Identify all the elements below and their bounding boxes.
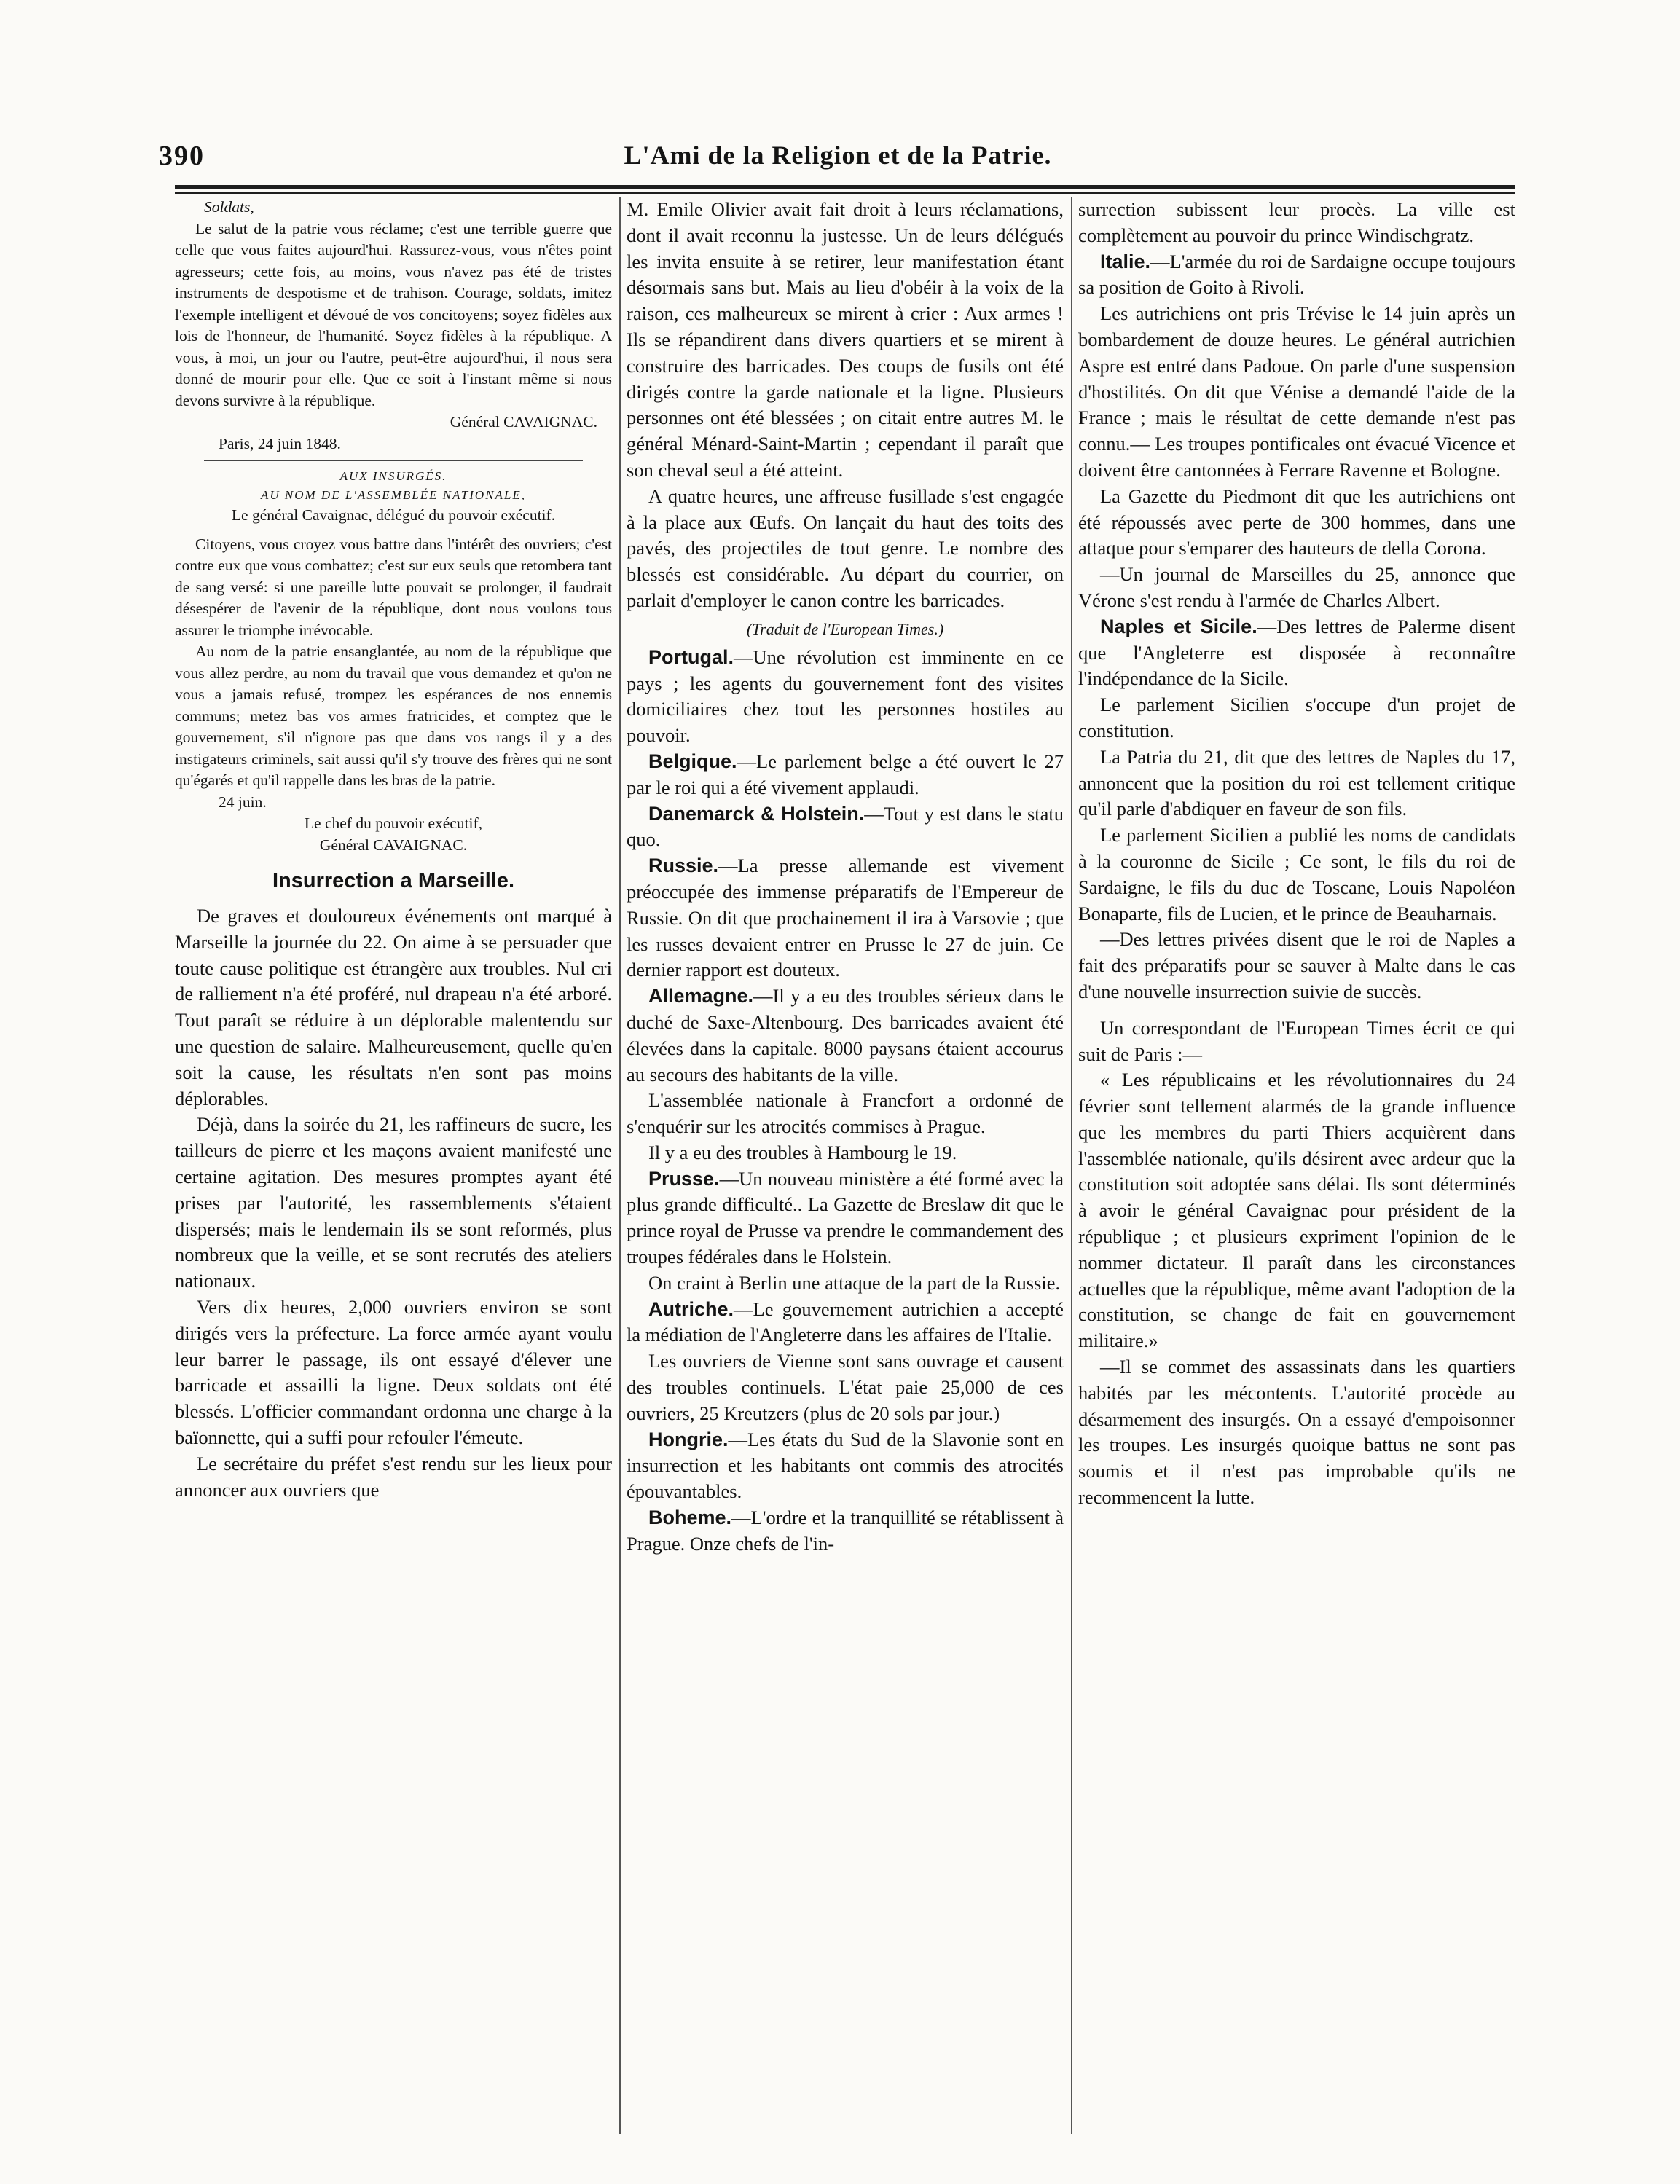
vienne-paragraph: Les ouvriers de Vienne sont sans ouvrage et causent des troubles continuels. L'état paie 25,000 de ces ouvriers, 25 Kreutzers (plus de 20 sols par jour.)	[627, 1350, 1064, 1424]
proclamation-citizens-text: Citoyens, vous croyez vous battre dans l'intérêt des ouvriers; c'est contre eux que vous combattez; c'est sur eux seuls que retombera tant de sang versé: si une pareille lutte pouvait se prolonger, il faudrait désespérer de l'avenir de la république, dont nous voulons tous assurer le triomphe irrévocable.	[175, 535, 612, 639]
marseille-paragraph-3: Vers dix heures, 2,000 ouvriers environ se sont dirigés vers la préfecture. La force armée ayant voulu leur barrer le passage, ils ont essayé d'élever une barricade et assailli la ligne. Deux soldats ont été blessés. L'officier commandant ordonna une charge à la baïonnette, qui a suffi pour refouler l'émeute.	[175, 1295, 612, 1448]
piedmont-paragraph: La Gazette du Piedmont dit que les autrichiens ont été répoussés avec perte de 300 hommes, dans une attaque pour s'emparer des hauteurs de della Corona.	[1078, 484, 1515, 559]
separator-rule	[204, 460, 583, 461]
item-belgique: Belgique.—Le parlement belge a été ouvert le 27 par le roi qui a été vivement applaudi.	[627, 750, 1064, 798]
item-naples: Naples et Sicile.—Des lettres de Palerme disent que l'Angleterre est disposée à reconnaître l'indépendance de la Sicile.	[1078, 615, 1515, 690]
item-prusse: Prusse.—Un nouveau ministère a été formé avec la plus grande difficulté.. La Gazette de Breslaw dit que le prince royal de Prusse va prendre le commandement des troupes fédérales dans le Holstein.	[627, 1167, 1064, 1268]
item-boheme: Boheme.—L'ordre et la tranquillité se rétablissent à Prague. Onze chefs de l'in-	[627, 1507, 1064, 1555]
column-1	[175, 197, 612, 1503]
windischgratz-paragraph: surrection subissent leur procès. La ville est complètement au pouvoir du prince Windischgratz.	[1078, 198, 1515, 246]
item-italie: Italie.—L'armée du roi de Sardaigne occupe toujours sa position de Goito à Rivoli.	[1078, 250, 1515, 299]
header-rule-thin	[175, 192, 1515, 194]
signature-cavaignac-2: Général CAVAIGNAC.	[319, 836, 468, 854]
item-autriche: Autriche.—Le gouvernement autrichien a accepté la médiation de l'Angleterre dans les affaires de l'Italie.	[627, 1297, 1064, 1346]
label-naples: Naples et Sicile.	[1100, 615, 1257, 637]
patria-paragraph: La Patria du 21, dit que des lettres de Naples du 17, annoncent que la position du roi est tellement critique qu'il parle d'abdiquer en faveur de son fils.	[1078, 745, 1515, 820]
treviso-paragraph: Les autrichiens ont pris Trévise le 14 juin après un bombardement de douze heures. Le général autrichien Aspre est entré dans Padoue. On parle d'une suspension d'hostilités. On dit que Vénise a demandé l'aide de la France ; mais le résultat de cette demande n'est pas connu.— Les troupes pontificales ont évacué Vicence et doivent être cantonnées à Ferrare Ravenne et Bologne.	[1078, 302, 1515, 481]
dateline-24-juin: 24 juin.	[219, 793, 267, 811]
label-russie: Russie.	[648, 855, 719, 877]
item-danemarck: Danemarck & Holstein.—Tout y est dans le statu quo.	[627, 802, 1064, 851]
item-portugal: Portugal.—Une révolution est imminente en ce pays ; les agents du gouvernement font des visites domiciliaires chez tout les personnes hostiles au pouvoir.	[627, 645, 1064, 747]
label-portugal: Portugal.	[648, 645, 734, 668]
label-danemarck: Danemarck & Holstein.	[648, 802, 865, 825]
hambourg-paragraph: Il y a eu des troubles à Hambourg le 19.	[648, 1141, 957, 1163]
republicans-quote: « Les républicains et les révolutionnaires du 24 février sont tellement alarmés de la grande influence que les membres du parti Thiers acquièrent dans l'assemblée nationale, qu'ils désirent avec ardeur que la constitution soit adoptée sans délai. Ils sont déterminés à avoir le général Cavaignac pour président de la république ; et plusieurs expriment l'opinion de le nommer dictateur. Il paraît dans les circonstances actuelles que la république, même avant l'adoption de la constitution, se change de fait en gouvernement militaire.»	[1078, 1069, 1515, 1352]
column-divider-1	[619, 197, 621, 2134]
label-italie: Italie.	[1100, 250, 1151, 272]
correspondent-paragraph: Un correspondant de l'European Times écrit ce qui suit de Paris :—	[1078, 1016, 1515, 1065]
running-title: L'Ami de la Religion et de la Patrie.	[624, 141, 1052, 170]
label-autriche: Autriche.	[648, 1297, 734, 1320]
page-header	[146, 135, 1530, 179]
berlin-paragraph: On craint à Berlin une attaque de la part de la Russie.	[648, 1271, 1061, 1294]
marseille-paragraph-2: Déjà, dans la soirée du 21, les raffineurs de sucre, les tailleurs de pierre et les maçons avaient manifesté une certaine agitation. Des mesures promptes ayant été prises par l'autorité, les rassemblements s'étaient dispersés; mais le lendemain ils se sont reformés, plus nombreux que la veille, et se sont recrutés des ateliers nationaux.	[175, 1113, 612, 1292]
credit-european-times: (Traduit de l'European Times.)	[746, 619, 944, 638]
verone-paragraph: —Un journal de Marseilles du 25, annonce que Vérone s'est rendu à l'armée de Charles Albert.	[1078, 563, 1515, 611]
dateline-paris: Paris, 24 juin 1848.	[219, 434, 341, 452]
constitution-paragraph: Le parlement Sicilien s'occupe d'un projet de constitution.	[1078, 694, 1515, 742]
column-divider-2	[1071, 197, 1072, 2134]
item-hongrie: Hongrie.—Les états du Sud de la Slavonie sont en insurrection et les habitants ont commis des atrocités épouvantables.	[627, 1428, 1064, 1503]
signature-cavaignac-1: Général CAVAIGNAC.	[450, 413, 597, 431]
candidates-paragraph: Le parlement Sicilien a publié les noms de candidats à la couronne de Sicile ; Ce sont, le fils du roi de Sardaigne, le fils du duc de Toscane, Louis Napoléon Bonaparte, fils de Lucien, et le prince de Beauharnais.	[1078, 824, 1515, 924]
marseille-paragraph-4: Le secrétaire du préfet s'est rendu sur les lieux pour annoncer aux ouvriers que	[175, 1452, 612, 1501]
item-russie: Russie.—La presse allemande est vivement préoccupée des immense préparatifs de l'Empereur de Russie. On dit que prochainement il ira à Varsovie ; que les russes devaient entrer en Prusse le 27 de juin. Ce dernier rapport est douteux.	[627, 855, 1064, 981]
proclamation-soldiers-text: Le salut de la patrie vous réclame; c'est une terrible guerre que celle que vous faites aujourd'hui. Rassurez-vous, vous n'êtes point agresseurs; cette fois, au moins, vous n'avez pas été de tristes instruments de despotisme et de trahison. Courage, soldats, imitez l'exemple intelligent et dévoué de vos concitoyens; soyez fidèles aux lois de l'honneur, de l'humanité. Soyez fidèles à la république. A vous, à moi, un jour ou l'autre, peut-être aujourd'hui, il nous sera donné de mourir pour elle. Que ce soit à l'instant même si nous devons survivre à la république.	[175, 219, 612, 409]
assassinats-paragraph: —Il se commet des assassinats dans les quartiers habités par les mécontents. L'autorité procède au désarmement des insurgés. On a essayé d'empoisonner les troupes. Les insurgés quoique battus ne sont pas soumis et il n'est pas improbable qu'ils ne recommencent la lutte.	[1078, 1356, 1515, 1509]
olivier-paragraph: M. Emile Olivier avait fait droit à leurs réclamations, dont il avait reconnu la justesse. Un de leurs délégués les invita ensuite à se retirer, leur manifestation étant désormais sans but. Mais au lieu d'obéir à la voix de la raison, ces malheureux se mirent à crier : Aux armes ! Ils se répandirent dans divers quartiers et se mirent à construire des barricades. Des coups de fusils ont été dirigés contre la garde nationale et la ligne. Plusieurs personnes ont été blessées ; on citait entre autres M. le général Ménard-Saint-Martin ; cependant il paraît que son cheval seul a été atteint.	[627, 198, 1064, 481]
label-prusse: Prusse.	[648, 1167, 720, 1190]
header-rule-thick	[175, 185, 1515, 189]
fusillade-paragraph: A quatre heures, une affreuse fusillade s'est engagée à la place aux Œufs. On lançait du haut des toits des pavés, des projectiles de tout genre. Le nombre des blessés est considérable. Au départ du courrier, on parlait d'employer le canon contre les barricades.	[627, 484, 1064, 611]
label-belgique: Belgique.	[648, 750, 737, 772]
column-3	[1078, 197, 1515, 1511]
column-2	[627, 197, 1064, 1558]
label-boheme: Boheme.	[648, 1507, 732, 1529]
proclamation-au-nom-text: Au nom de la patrie ensanglantée, au nom de la république que vous allez perdre, au nom du travail que vous demandez et qu'on ne vous a jamais refusé, trompez les espérances de nos ennemis communs; metez bas vos armes fratricides, et comptez que le gouvernement, s'il n'ignore pas que dans vos rangs il y a des instigateurs criminels, sait aussi qu'il s'y trouve des frères qui ne sont qu'égarés et qu'il rappelle dans les bras de la patrie.	[175, 643, 612, 789]
malte-paragraph: —Des lettres privées disent que le roi de Naples a fait des préparatifs pour se sauver à Malte dans le cas d'une nouvelle insurrection suivie de succès.	[1078, 928, 1515, 1002]
section-title-marseille: Insurrection a Marseille.	[272, 869, 514, 892]
marseille-paragraph-1: De graves et douloureux événements ont marqué à Marseille la journée du 22. On aime à se persuader que toute cause politique est étrangère aux troubles. Nul cri de ralliement n'a été proféré, nul drapeau n'a été arboré. Tout paraît se réduire à un déplorable malentendu sur une question de salaire. Malheureusement, quelle qu'en soit la cause, les résultats n'en sont pas moins déplorables.	[175, 905, 612, 1109]
proclamation-salutation: Soldats,	[204, 198, 254, 216]
heading-aux-insurges: AUX INSURGÉS.	[339, 469, 447, 483]
signature-chef-pouvoir: Le chef du pouvoir exécutif,	[304, 814, 483, 832]
heading-assemblee: AU NOM DE L'ASSEMBLÉE NATIONALE,	[260, 488, 527, 502]
item-allemagne: Allemagne.—Il y a eu des troubles sérieux dans le duché de Saxe-Altenbourg. Des barricades avaient été élevées dans la capitale. 8000 paysans étaient accourus au secours des habitants de la ville.	[627, 985, 1064, 1085]
label-hongrie: Hongrie.	[648, 1428, 729, 1450]
francfort-paragraph: L'assemblée nationale à Francfort a ordonné de s'enquérir sur les atrocités commises à Prague.	[627, 1089, 1064, 1138]
heading-general: Le général Cavaignac, délégué du pouvoir exécutif.	[231, 506, 556, 524]
page-number: 390	[159, 141, 205, 171]
label-allemagne: Allemagne.	[648, 985, 754, 1007]
